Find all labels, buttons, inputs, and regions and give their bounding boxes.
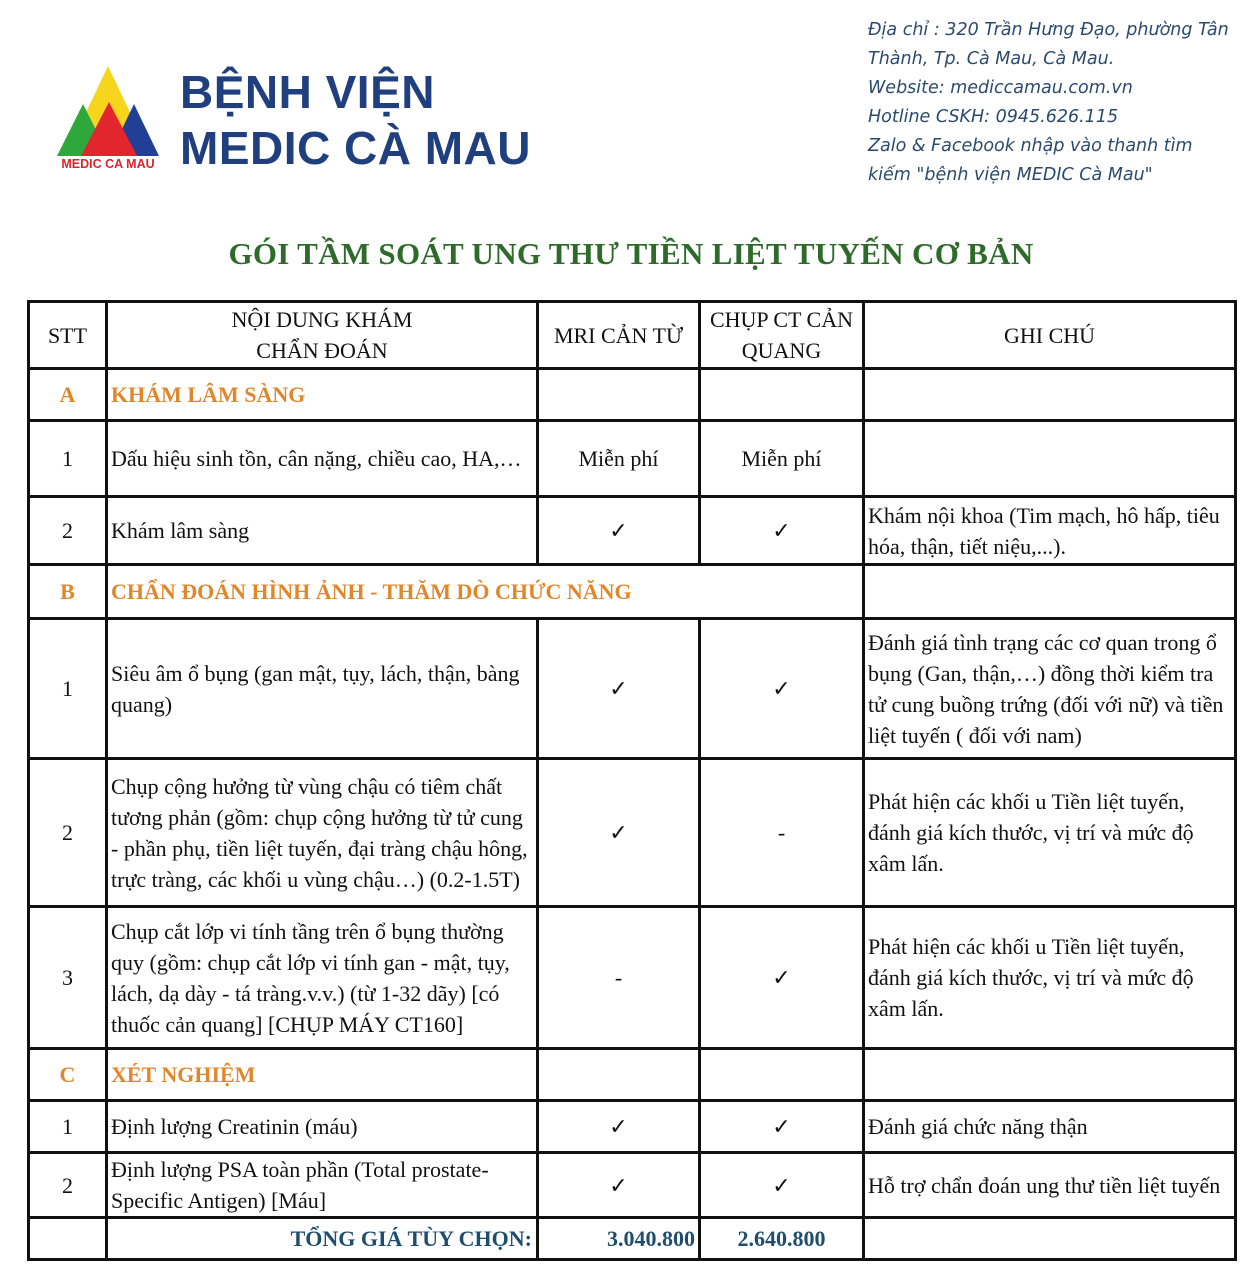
row-stt: 3 [29,907,107,1049]
row-content: Khám lâm sàng [107,497,538,565]
website: Website: mediccamau.com.vn [868,78,1133,98]
contact-info [868,16,1240,190]
total-ct-price: 2.640.800 [700,1218,864,1260]
section-label: KHÁM LÂM SÀNG [107,369,538,421]
table-row [29,619,1236,759]
header-mri: MRI CẢN TỪ [538,302,700,369]
table-row [29,497,1236,565]
logo-text: MEDIC CA MAU [61,157,155,170]
check-icon: ✓ [538,759,700,907]
dash-mark: - [700,759,864,907]
hotline: Hotline CSKH: 0945.626.115 [868,107,1119,127]
empty-cell [29,1218,107,1260]
section-code: C [29,1049,107,1101]
hospital-name-line1: BỆNH VIỆN [180,66,435,118]
empty-cell [864,1049,1236,1101]
hospital-logo [57,64,159,170]
total-row [29,1218,1236,1260]
check-icon: ✓ [700,1153,864,1218]
row-note [864,421,1236,497]
header-content-line2: CHẨN ĐOÁN [256,338,388,363]
table-row [29,759,1236,907]
row-content: Định lượng Creatinin (máu) [107,1101,538,1153]
table-header-row [29,302,1236,369]
row-content: Định lượng PSA toàn phần (Total prostate-Specific Antigen) [Máu] [107,1153,538,1218]
row-stt: 1 [29,619,107,759]
row-note: Phát hiện các khối u Tiền liệt tuyến, đánh giá kích thước, vị trí và mức độ xâm lấn. [864,907,1236,1049]
row-content: Siêu âm ổ bụng (gan mật, tụy, lách, thận, bàng quang) [107,619,538,759]
header-note: GHI CHÚ [864,302,1236,369]
table-row [29,421,1236,497]
check-icon: ✓ [700,497,864,565]
total-mri-price: 3.040.800 [538,1218,700,1260]
dash-mark: - [538,907,700,1049]
hospital-name-line2: MEDIC CÀ MAU [180,122,531,174]
check-icon: ✓ [700,1101,864,1153]
section-row-c [29,1049,1236,1101]
row-stt: 2 [29,1153,107,1218]
row-mri: Miễn phí [538,421,700,497]
address-line2: Thành, Tp. Cà Mau, Cà Mau. [868,49,1115,69]
package-table [27,300,1237,1261]
check-icon: ✓ [700,619,864,759]
table-row [29,1101,1236,1153]
section-code: A [29,369,107,421]
section-label: CHẨN ĐOÁN HÌNH ẢNH - THĂM DÒ CHỨC NĂNG [107,565,864,619]
section-code: B [29,565,107,619]
hospital-name [180,64,531,176]
empty-cell [864,565,1236,619]
empty-cell [864,1218,1236,1260]
total-label: TỔNG GIÁ TÙY CHỌN: [107,1218,538,1260]
social-line1: Zalo & Facebook nhập vào thanh tìm [868,136,1193,156]
row-note: Đánh giá chức năng thận [864,1101,1236,1153]
row-content-text: Chụp cộng hưởng từ vùng chậu có tiêm chất tương phản (gồm: chụp cộng hưởng từ tử cung - phần phụ, tiền liệt tuyến, đại tràng chậu hông, trực tràng, các khối u vùng chậu…) (0.2-1.5T) [111,773,528,892]
section-row-b [29,565,1236,619]
empty-cell [700,1049,864,1101]
table-row [29,907,1236,1049]
row-content [107,759,538,907]
check-icon: ✓ [700,907,864,1049]
row-note: Khám nội khoa (Tim mạch, hô hấp, tiêu hóa, thận, tiết niệu,...). [864,497,1236,565]
empty-cell [538,369,700,421]
header-ct: CHỤP CT CẢN QUANG [700,302,864,369]
check-icon: ✓ [538,1153,700,1218]
header-content [107,302,538,369]
row-note: Phát hiện các khối u Tiền liệt tuyến, đánh giá kích thước, vị trí và mức độ xâm lấn. [864,759,1236,907]
row-content: Dấu hiệu sinh tồn, cân nặng, chiều cao, HA,… [107,421,538,497]
row-note: Hỗ trợ chẩn đoán ung thư tiền liệt tuyến [864,1153,1236,1218]
row-content [107,907,538,1049]
address-line1: Địa chỉ : 320 Trần Hưng Đạo, phường Tân [868,20,1229,40]
row-stt: 2 [29,759,107,907]
row-note: Đánh giá tình trạng các cơ quan trong ổ bụng (Gan, thận,…) đồng thời kiểm tra tử cung buồng trứng (đối với nữ) và tiền liệt tuyến ( đối với nam) [864,619,1236,759]
header-content-line1: NỘI DUNG KHÁM [231,307,413,332]
empty-cell [700,369,864,421]
empty-cell [864,369,1236,421]
check-icon: ✓ [538,497,700,565]
package-title: GÓI TẦM SOÁT UNG THƯ TIỀN LIỆT TUYẾN CƠ BẢN [228,236,1034,271]
row-content-text: Chụp cắt lớp vi tính tầng trên ổ bụng thường quy (gồm: chụp cắt lớp vi tính gan - mật, tụy, lách, dạ dày - tá tràng.v.v.) (từ 1-32 dãy) [có thuốc cản quang] [CHỤP MÁY CT160] [111,918,510,1037]
row-stt: 1 [29,1101,107,1153]
row-stt: 1 [29,421,107,497]
section-label: XÉT NGHIỆM [107,1049,538,1101]
table-row [29,1153,1236,1218]
section-row-a [29,369,1236,421]
row-stt: 2 [29,497,107,565]
row-ct: Miễn phí [700,421,864,497]
check-icon: ✓ [538,1101,700,1153]
social-line2: kiếm "bệnh viện MEDIC Cà Mau" [868,165,1153,185]
empty-cell [538,1049,700,1101]
check-icon: ✓ [538,619,700,759]
header-stt: STT [29,302,107,369]
